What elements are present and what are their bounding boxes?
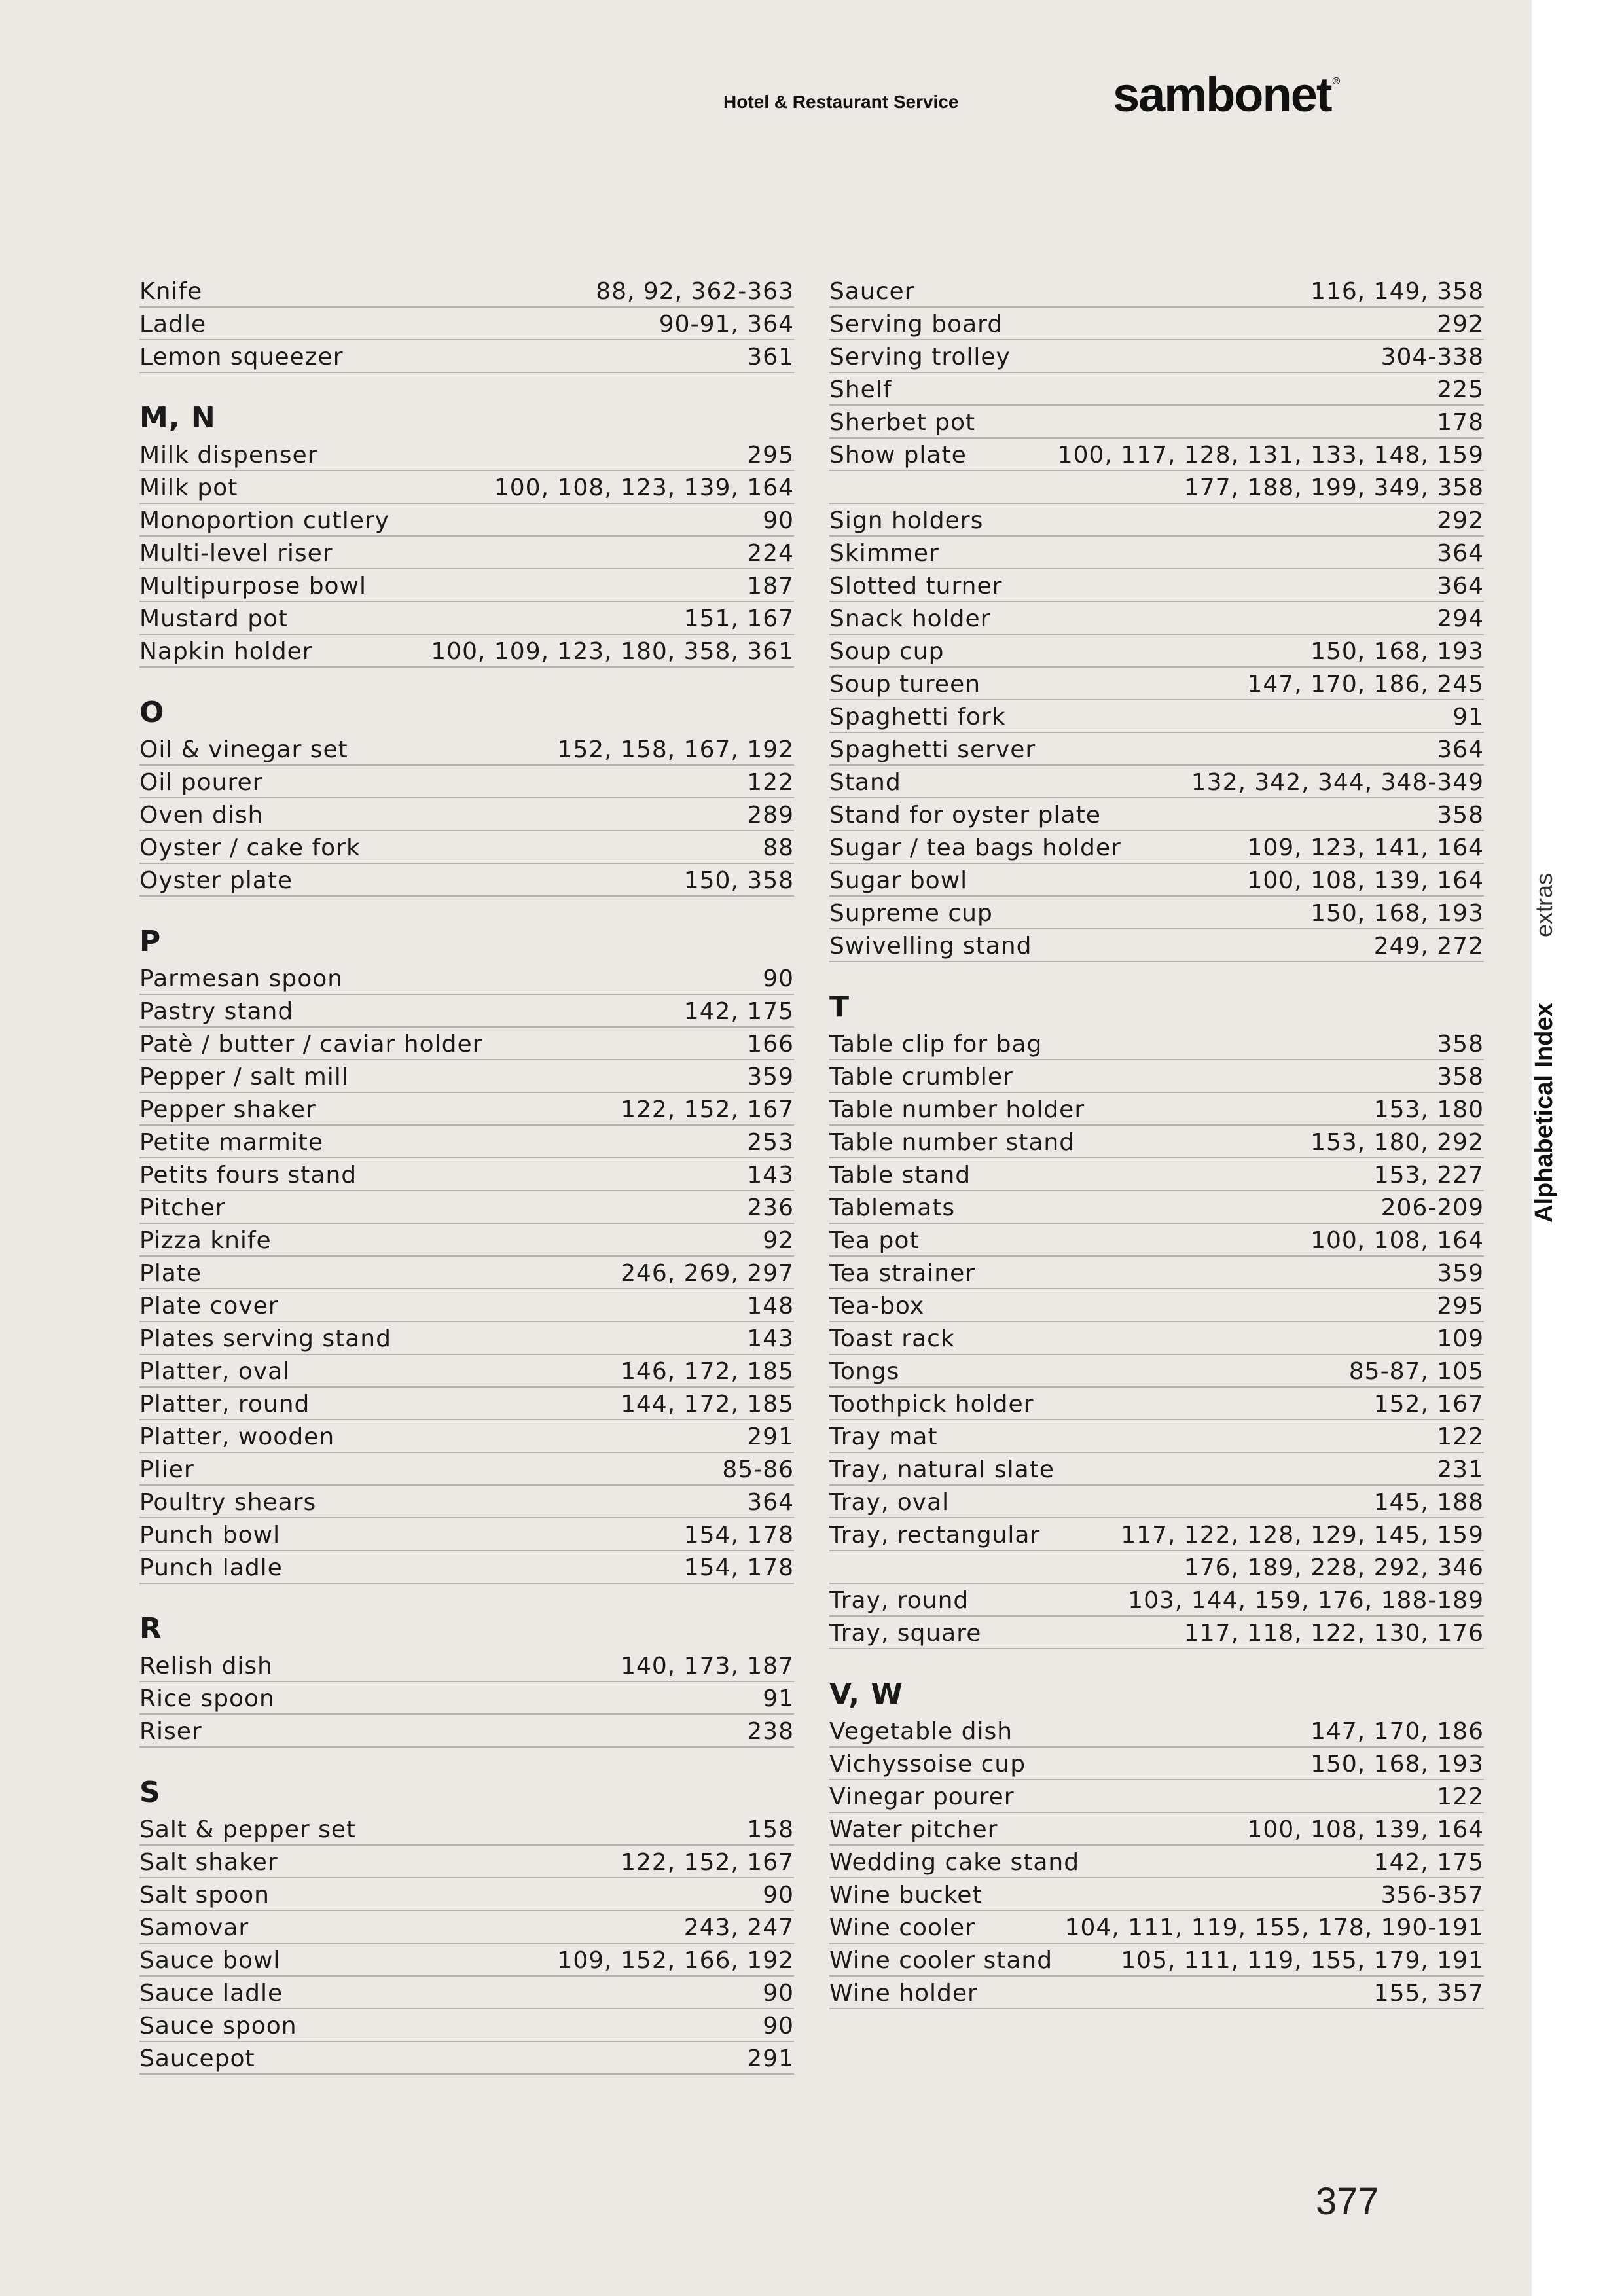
index-entry <box>139 1224 794 1257</box>
entry-name: Plate cover <box>139 1293 279 1319</box>
entry-pages: 225 <box>1437 376 1484 403</box>
entry-pages: 90 <box>763 1882 794 1909</box>
entry-pages: 243, 247 <box>683 1914 794 1941</box>
index-entry <box>139 1093 794 1126</box>
index-entry <box>829 1355 1484 1388</box>
index-entry <box>139 995 794 1028</box>
index-entry <box>829 1486 1484 1518</box>
entry-pages: 100, 117, 128, 131, 133, 148, 159 <box>1057 442 1484 469</box>
entry-name: Ladle <box>139 311 207 338</box>
entry-pages: 358 <box>1437 802 1484 829</box>
entry-name: Napkin holder <box>139 638 313 665</box>
entry-name: Tablemats <box>829 1194 956 1221</box>
entry-name: Multi-level riser <box>139 540 333 567</box>
index-entry <box>139 1551 794 1584</box>
entry-pages: 294 <box>1437 605 1484 632</box>
entry-pages: 122 <box>1437 1424 1484 1450</box>
index-entry <box>829 1158 1484 1191</box>
entry-pages: 361 <box>747 344 794 370</box>
entry-pages: 150, 168, 193 <box>1310 900 1484 927</box>
entry-pages: 291 <box>747 2045 794 2072</box>
entry-name: Plate <box>139 1260 202 1287</box>
entry-name: Vichyssoise cup <box>829 1751 1026 1778</box>
entry-name: Milk dispenser <box>139 442 318 469</box>
entry-pages: 364 <box>1437 736 1484 763</box>
entry-pages: 150, 358 <box>683 867 794 894</box>
entry-name: Tea pot <box>829 1227 920 1254</box>
index-entry <box>139 1289 794 1322</box>
page-number: 377 <box>1316 2180 1379 2223</box>
index-entry <box>829 1780 1484 1813</box>
entry-pages: 206-209 <box>1380 1194 1484 1221</box>
index-entry <box>139 1977 794 2009</box>
section-letter-heading: O <box>139 696 165 729</box>
index-entry <box>139 1158 794 1191</box>
entry-pages: 143 <box>747 1162 794 1189</box>
entry-name: Wine bucket <box>829 1882 983 1909</box>
index-entry <box>139 1878 794 1911</box>
entry-name: Riser <box>139 1718 202 1745</box>
index-entry <box>829 864 1484 897</box>
entry-pages: 153, 227 <box>1373 1162 1484 1189</box>
entry-pages: 152, 158, 167, 192 <box>557 736 794 763</box>
entry-name: Oyster / cake fork <box>139 834 361 861</box>
entry-pages: 150, 168, 193 <box>1310 638 1484 665</box>
index-entry <box>829 929 1484 962</box>
entry-pages: 359 <box>747 1064 794 1090</box>
index-entry <box>139 1028 794 1060</box>
entry-name: Oil & vinegar set <box>139 736 348 763</box>
index-entry <box>139 1322 794 1355</box>
entry-name: Poultry shears <box>139 1489 317 1516</box>
index-entry <box>829 373 1484 406</box>
entry-name: Petite marmite <box>139 1129 324 1156</box>
index-entry <box>829 504 1484 537</box>
index-entry <box>139 1388 794 1420</box>
index-entry <box>829 1322 1484 1355</box>
index-entry <box>829 569 1484 602</box>
index-entry-continuation <box>829 1551 1484 1584</box>
index-entry <box>139 439 794 471</box>
entry-name: Salt shaker <box>139 1849 278 1876</box>
entry-pages: 153, 180, 292 <box>1310 1129 1484 1156</box>
index-entry <box>139 1944 794 1977</box>
entry-pages: 88, 92, 362-363 <box>596 278 794 305</box>
entry-pages: 132, 342, 344, 348-349 <box>1191 769 1484 796</box>
index-entry <box>829 668 1484 700</box>
entry-pages: 92 <box>763 1227 794 1254</box>
entry-name: Serving trolley <box>829 344 1011 370</box>
entry-name: Monoportion cutlery <box>139 507 389 534</box>
entry-name: Show plate <box>829 442 967 469</box>
entry-pages: 116, 149, 358 <box>1310 278 1484 305</box>
entry-name: Sauce bowl <box>139 1947 281 1974</box>
index-entry <box>139 569 794 602</box>
section-letter-heading: P <box>139 925 162 958</box>
side-tab-alphabetical-index[interactable]: Alphabetical Index <box>1530 1003 1558 1223</box>
entry-pages: 143 <box>747 1325 794 1352</box>
entry-name: Pepper / salt mill <box>139 1064 349 1090</box>
entry-name: Salt & pepper set <box>139 1816 357 1843</box>
entry-pages: 150, 168, 193 <box>1310 1751 1484 1778</box>
index-entry <box>829 406 1484 439</box>
entry-pages: 109, 123, 141, 164 <box>1247 834 1484 861</box>
entry-name: Oil pourer <box>139 769 263 796</box>
entry-pages: 292 <box>1437 311 1484 338</box>
entry-name: Slotted turner <box>829 573 1003 600</box>
index-entry <box>829 1977 1484 2009</box>
index-entry <box>139 864 794 897</box>
entry-pages: 146, 172, 185 <box>621 1358 794 1385</box>
index-entry <box>829 1617 1484 1649</box>
entry-name: Swivelling stand <box>829 933 1032 960</box>
entry-name: Knife <box>139 278 203 305</box>
entry-pages: 166 <box>747 1031 794 1058</box>
entry-pages: 148 <box>747 1293 794 1319</box>
entry-pages: 117, 122, 128, 129, 145, 159 <box>1121 1522 1484 1549</box>
entry-pages: 152, 167 <box>1373 1391 1484 1418</box>
entry-pages: 100, 108, 164 <box>1310 1227 1484 1254</box>
index-column-left <box>139 275 794 2075</box>
entry-pages: 91 <box>1453 704 1484 730</box>
entry-name: Toast rack <box>829 1325 955 1352</box>
entry-pages: 224 <box>747 540 794 567</box>
header-service-label: Hotel & Restaurant Service <box>723 92 959 112</box>
entry-name: Milk pot <box>139 475 238 501</box>
entry-name: Samovar <box>139 1914 249 1941</box>
index-entry <box>829 308 1484 340</box>
index-entry <box>829 897 1484 929</box>
index-entry <box>139 471 794 504</box>
entry-pages: 177, 188, 199, 349, 358 <box>1183 475 1484 501</box>
index-entry <box>829 602 1484 635</box>
entry-name: Plier <box>139 1456 194 1483</box>
index-entry <box>829 537 1484 569</box>
index-entry <box>829 275 1484 308</box>
entry-pages: 238 <box>747 1718 794 1745</box>
index-entry <box>139 1715 794 1748</box>
index-entry <box>139 635 794 668</box>
entry-name: Sugar bowl <box>829 867 968 894</box>
entry-name: Soup cup <box>829 638 945 665</box>
entry-name: Sign holders <box>829 507 984 534</box>
index-entry <box>139 275 794 308</box>
entry-name: Tray, square <box>829 1620 982 1647</box>
brand-name: sambonet <box>1113 67 1331 122</box>
section-letter-heading: V, W <box>829 1677 903 1711</box>
entry-name: Oven dish <box>139 802 264 829</box>
index-entry <box>139 766 794 798</box>
entry-name: Sauce ladle <box>139 1980 283 2007</box>
entry-pages: 151, 167 <box>683 605 794 632</box>
entry-pages: 85-86 <box>722 1456 794 1483</box>
entry-pages: 153, 180 <box>1373 1096 1484 1123</box>
index-entry <box>829 1518 1484 1551</box>
entry-name: Table crumbler <box>829 1064 1013 1090</box>
index-entry <box>829 1126 1484 1158</box>
entry-pages: 356-357 <box>1380 1882 1484 1909</box>
registered-mark: ® <box>1332 76 1339 87</box>
section-letter-heading: T <box>829 990 850 1024</box>
entry-pages: 142, 175 <box>683 998 794 1025</box>
entry-name: Shelf <box>829 376 892 403</box>
index-entry <box>139 1486 794 1518</box>
entry-pages: 292 <box>1437 507 1484 534</box>
entry-pages: 304-338 <box>1380 344 1484 370</box>
entry-name: Sherbet pot <box>829 409 976 436</box>
entry-name: Platter, wooden <box>139 1424 335 1450</box>
entry-pages: 100, 109, 123, 180, 358, 361 <box>431 638 794 665</box>
entry-name: Spaghetti server <box>829 736 1036 763</box>
entry-name: Tray, natural slate <box>829 1456 1055 1483</box>
index-entry <box>139 1420 794 1453</box>
entry-name: Wine cooler <box>829 1914 976 1941</box>
index-entry <box>139 1649 794 1682</box>
index-entry <box>829 1060 1484 1093</box>
entry-name: Platter, oval <box>139 1358 291 1385</box>
entry-pages: 158 <box>747 1816 794 1843</box>
index-entry <box>139 1257 794 1289</box>
index-entry <box>829 1420 1484 1453</box>
index-entry <box>829 766 1484 798</box>
entry-name: Supreme cup <box>829 900 993 927</box>
entry-pages: 291 <box>747 1424 794 1450</box>
index-entry <box>829 1846 1484 1878</box>
entry-pages: 154, 178 <box>683 1522 794 1549</box>
entry-pages: 103, 144, 159, 176, 188-189 <box>1128 1587 1484 1614</box>
entry-pages: 359 <box>1437 1260 1484 1287</box>
entry-name: Toothpick holder <box>829 1391 1034 1418</box>
entry-name: Tongs <box>829 1358 900 1385</box>
entry-name: Water pitcher <box>829 1816 998 1843</box>
index-entry <box>829 1911 1484 1944</box>
entry-pages: 231 <box>1437 1456 1484 1483</box>
entry-name: Snack holder <box>829 605 991 632</box>
index-entry <box>829 1715 1484 1748</box>
entry-name: Wine holder <box>829 1980 978 2007</box>
index-entry <box>139 831 794 864</box>
entry-name: Lemon squeezer <box>139 344 344 370</box>
index-entry <box>139 2009 794 2042</box>
entry-name: Parmesan spoon <box>139 965 344 992</box>
entry-pages: 253 <box>747 1129 794 1156</box>
index-entry <box>829 1453 1484 1486</box>
index-entry <box>139 1126 794 1158</box>
entry-name: Table number stand <box>829 1129 1075 1156</box>
entry-name: Salt spoon <box>139 1882 270 1909</box>
entry-name: Tea strainer <box>829 1260 976 1287</box>
index-entry <box>829 831 1484 864</box>
entry-name: Patè / butter / caviar holder <box>139 1031 483 1058</box>
index-entry <box>139 504 794 537</box>
entry-pages: 246, 269, 297 <box>621 1260 794 1287</box>
entry-pages: 140, 173, 187 <box>621 1653 794 1679</box>
entry-name: Mustard pot <box>139 605 289 632</box>
entry-name: Spaghetti fork <box>829 704 1006 730</box>
entry-pages: 90 <box>763 1980 794 2007</box>
entry-name: Wine cooler stand <box>829 1947 1053 1974</box>
entry-pages: 249, 272 <box>1373 933 1484 960</box>
index-entry <box>829 1224 1484 1257</box>
index-entry <box>829 1878 1484 1911</box>
entry-name: Stand for oyster plate <box>829 802 1101 829</box>
index-entry <box>829 1257 1484 1289</box>
entry-name: Pepper shaker <box>139 1096 316 1123</box>
index-entry <box>829 1584 1484 1617</box>
index-entry <box>829 439 1484 471</box>
entry-name: Platter, round <box>139 1391 310 1418</box>
entry-name: Rice spoon <box>139 1685 275 1712</box>
entry-pages: 91 <box>763 1685 794 1712</box>
entry-pages: 100, 108, 123, 139, 164 <box>494 475 794 501</box>
index-entry <box>139 340 794 373</box>
entry-name: Table clip for bag <box>829 1031 1043 1058</box>
index-entry <box>829 1093 1484 1126</box>
entry-name: Plates serving stand <box>139 1325 391 1352</box>
entry-name: Pastry stand <box>139 998 294 1025</box>
entry-name: Skimmer <box>829 540 939 567</box>
index-entry <box>139 1355 794 1388</box>
index-entry <box>139 1682 794 1715</box>
entry-pages: 105, 111, 119, 155, 179, 191 <box>1121 1947 1484 1974</box>
entry-pages: 154, 178 <box>683 1554 794 1581</box>
entry-pages: 289 <box>747 802 794 829</box>
entry-pages: 364 <box>1437 540 1484 567</box>
index-entry <box>829 1191 1484 1224</box>
entry-name: Stand <box>829 769 901 796</box>
entry-pages: 358 <box>1437 1031 1484 1058</box>
index-entry <box>829 1748 1484 1780</box>
index-column-right <box>829 275 1484 2009</box>
index-entry <box>139 1060 794 1093</box>
entry-name: Table number holder <box>829 1096 1085 1123</box>
entry-pages: 90 <box>763 507 794 534</box>
entry-name: Sugar / tea bags holder <box>829 834 1121 861</box>
index-entry <box>139 1191 794 1224</box>
entry-pages: 145, 188 <box>1373 1489 1484 1516</box>
index-entry <box>829 1289 1484 1322</box>
entry-pages: 109, 152, 166, 192 <box>557 1947 794 1974</box>
entry-pages: 122, 152, 167 <box>621 1096 794 1123</box>
entry-pages: 295 <box>1437 1293 1484 1319</box>
index-entry-continuation <box>829 471 1484 504</box>
entry-pages: 117, 118, 122, 130, 176 <box>1183 1620 1484 1647</box>
entry-name: Punch ladle <box>139 1554 283 1581</box>
entry-pages: 155, 357 <box>1373 1980 1484 2007</box>
brand-logo <box>1113 67 1339 122</box>
entry-pages: 358 <box>1437 1064 1484 1090</box>
entry-pages: 364 <box>747 1489 794 1516</box>
index-entry <box>139 308 794 340</box>
entry-name: Tray mat <box>829 1424 938 1450</box>
entry-name: Petits fours stand <box>139 1162 357 1189</box>
index-entry <box>829 733 1484 766</box>
index-entry <box>829 340 1484 373</box>
entry-name: Multipurpose bowl <box>139 573 367 600</box>
entry-name: Pizza knife <box>139 1227 272 1254</box>
index-entry <box>139 2042 794 2075</box>
entry-name: Oyster plate <box>139 867 293 894</box>
entry-pages: 176, 189, 228, 292, 346 <box>1183 1554 1484 1581</box>
entry-name: Saucer <box>829 278 915 305</box>
index-entry <box>139 798 794 831</box>
entry-name: Tray, oval <box>829 1489 950 1516</box>
entry-pages: 122 <box>747 769 794 796</box>
index-entry <box>829 1813 1484 1846</box>
index-entry <box>139 1911 794 1944</box>
index-entry <box>139 602 794 635</box>
entry-pages: 104, 111, 119, 155, 178, 190-191 <box>1064 1914 1484 1941</box>
section-letter-heading: S <box>139 1776 161 1809</box>
index-entry <box>829 700 1484 733</box>
entry-pages: 100, 108, 139, 164 <box>1247 867 1484 894</box>
entry-name: Table stand <box>829 1162 971 1189</box>
entry-pages: 100, 108, 139, 164 <box>1247 1816 1484 1843</box>
entry-name: Tea-box <box>829 1293 925 1319</box>
index-entry <box>139 962 794 995</box>
entry-pages: 122, 152, 167 <box>621 1849 794 1876</box>
index-entry <box>829 1388 1484 1420</box>
index-entry <box>139 1518 794 1551</box>
entry-name: Vinegar pourer <box>829 1784 1015 1810</box>
index-entry <box>139 537 794 569</box>
entry-pages: 122 <box>1437 1784 1484 1810</box>
entry-pages: 90 <box>763 965 794 992</box>
index-entry <box>829 1028 1484 1060</box>
entry-name: Punch bowl <box>139 1522 281 1549</box>
entry-name: Soup tureen <box>829 671 981 698</box>
index-entry <box>139 1846 794 1878</box>
index-entry <box>139 1453 794 1486</box>
entry-name: Serving board <box>829 311 1003 338</box>
entry-pages: 187 <box>747 573 794 600</box>
entry-name: Vegetable dish <box>829 1718 1013 1745</box>
entry-pages: 144, 172, 185 <box>621 1391 794 1418</box>
index-entry <box>829 635 1484 668</box>
index-entry <box>829 798 1484 831</box>
index-entry <box>139 733 794 766</box>
index-entry <box>829 1944 1484 1977</box>
entry-name: Tray, round <box>829 1587 969 1614</box>
entry-pages: 364 <box>1437 573 1484 600</box>
entry-pages: 147, 170, 186, 245 <box>1247 671 1484 698</box>
entry-pages: 295 <box>747 442 794 469</box>
entry-pages: 88 <box>763 834 794 861</box>
side-tab-extras[interactable]: extras <box>1530 872 1557 937</box>
entry-pages: 109 <box>1437 1325 1484 1352</box>
entry-name: Tray, rectangular <box>829 1522 1041 1549</box>
entry-name: Saucepot <box>139 2045 255 2072</box>
section-letter-heading: M, N <box>139 401 216 435</box>
entry-pages: 90-91, 364 <box>659 311 794 338</box>
entry-pages: 85-87, 105 <box>1348 1358 1484 1385</box>
entry-pages: 236 <box>747 1194 794 1221</box>
entry-name: Sauce spoon <box>139 2013 297 2039</box>
entry-pages: 178 <box>1437 409 1484 436</box>
entry-pages: 90 <box>763 2013 794 2039</box>
section-letter-heading: R <box>139 1612 162 1645</box>
index-entry <box>139 1813 794 1846</box>
entry-name: Relish dish <box>139 1653 273 1679</box>
entry-pages: 142, 175 <box>1373 1849 1484 1876</box>
entry-name: Pitcher <box>139 1194 226 1221</box>
entry-name: Wedding cake stand <box>829 1849 1080 1876</box>
entry-pages: 147, 170, 186 <box>1310 1718 1484 1745</box>
